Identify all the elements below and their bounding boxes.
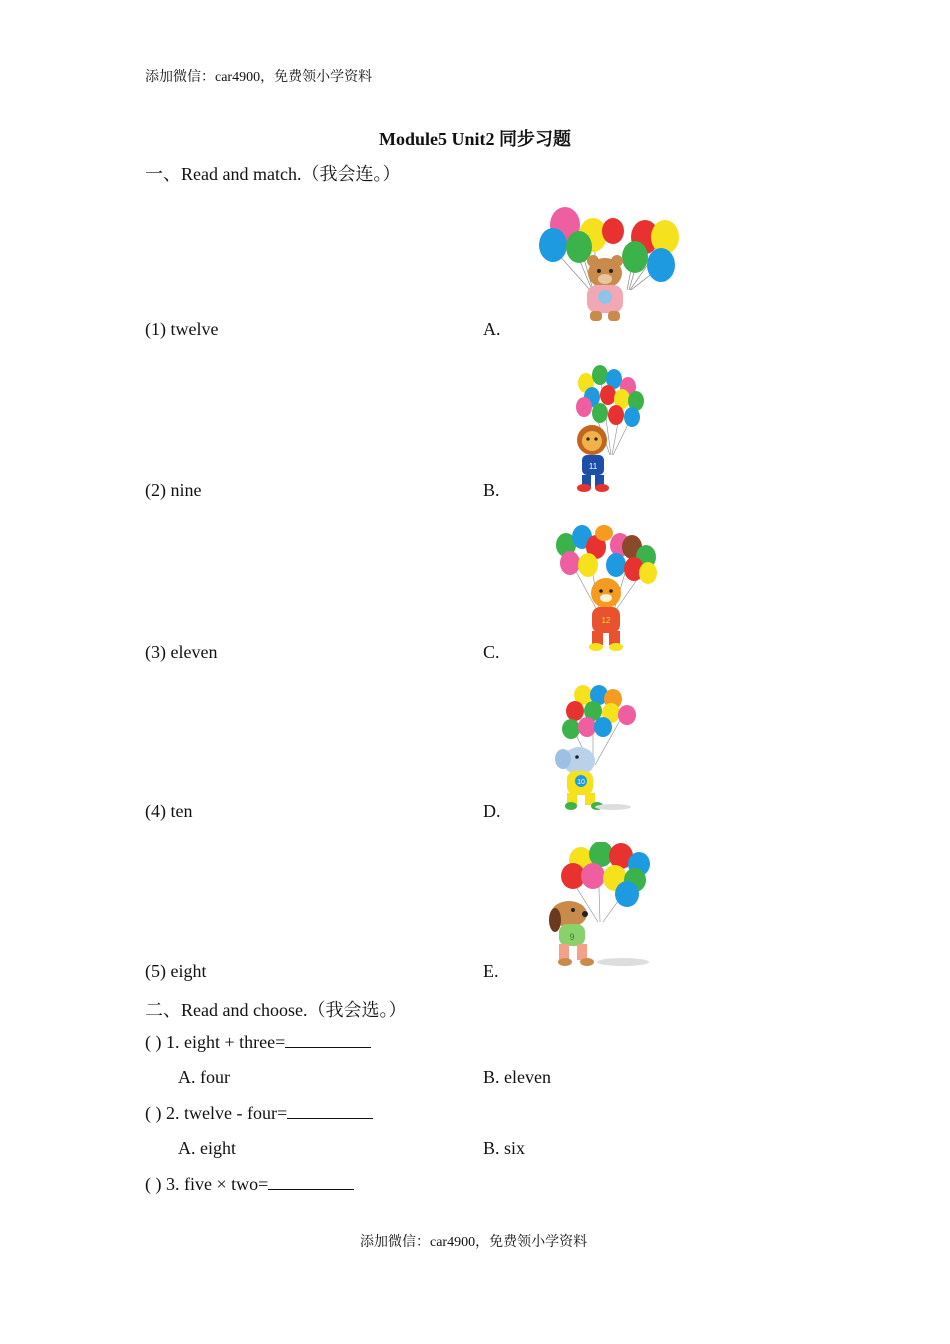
dog-shirt-number: 9 (569, 932, 575, 942)
question-2-option-b: B. six (483, 1138, 526, 1158)
match-word-2: (2) nine (145, 480, 202, 500)
elephant-balloons-picture (553, 685, 638, 813)
answer-blank-2[interactable] (287, 1104, 373, 1119)
answer-blank-1[interactable] (285, 1033, 371, 1048)
answer-blank-3[interactable] (268, 1175, 354, 1190)
match-letter-e: E. (483, 961, 499, 981)
lion-shirt-number: 11 (588, 462, 598, 471)
elephant-shirt-number: 10 (577, 779, 585, 786)
question-3-text: ( ) 3. five × two= (145, 1174, 269, 1194)
question-1-text: ( ) 1. eight + three= (145, 1032, 286, 1052)
question-3 (145, 1174, 354, 1195)
match-letter-d: D. (483, 801, 501, 821)
question-1-option-a: A. four (178, 1067, 230, 1087)
question-2-text: ( ) 2. twelve - four= (145, 1103, 288, 1123)
tiger-balloons-picture (552, 525, 660, 653)
match-letter-b: B. (483, 480, 500, 500)
bear-balloons-picture (535, 205, 685, 330)
match-letter-c: C. (483, 642, 500, 662)
question-2-option-a: A. eight (178, 1138, 236, 1158)
match-word-1: (1) twelve (145, 319, 219, 339)
footer-note: 添加微信：car4900，免费领小学资料 (360, 1235, 588, 1250)
section-1-heading: 一、Read and match.（我会连。） (145, 164, 401, 184)
tiger-shirt-number: 12 (601, 616, 611, 625)
question-1 (145, 1032, 371, 1053)
page-title: Module5 Unit2 同步习题 (378, 129, 571, 149)
match-letter-a: A. (483, 319, 501, 339)
header-note: 添加微信：car4900，免费领小学资料 (145, 70, 373, 85)
lion-balloons-picture (570, 365, 650, 493)
match-word-3: (3) eleven (145, 642, 218, 662)
dog-balloons-picture (543, 842, 655, 970)
question-1-option-b: B. eleven (483, 1067, 551, 1087)
match-word-4: (4) ten (145, 801, 193, 821)
match-word-5: (5) eight (145, 961, 207, 981)
section-2-heading: 二、Read and choose.（我会选。） (145, 1000, 407, 1020)
question-2 (145, 1103, 373, 1124)
